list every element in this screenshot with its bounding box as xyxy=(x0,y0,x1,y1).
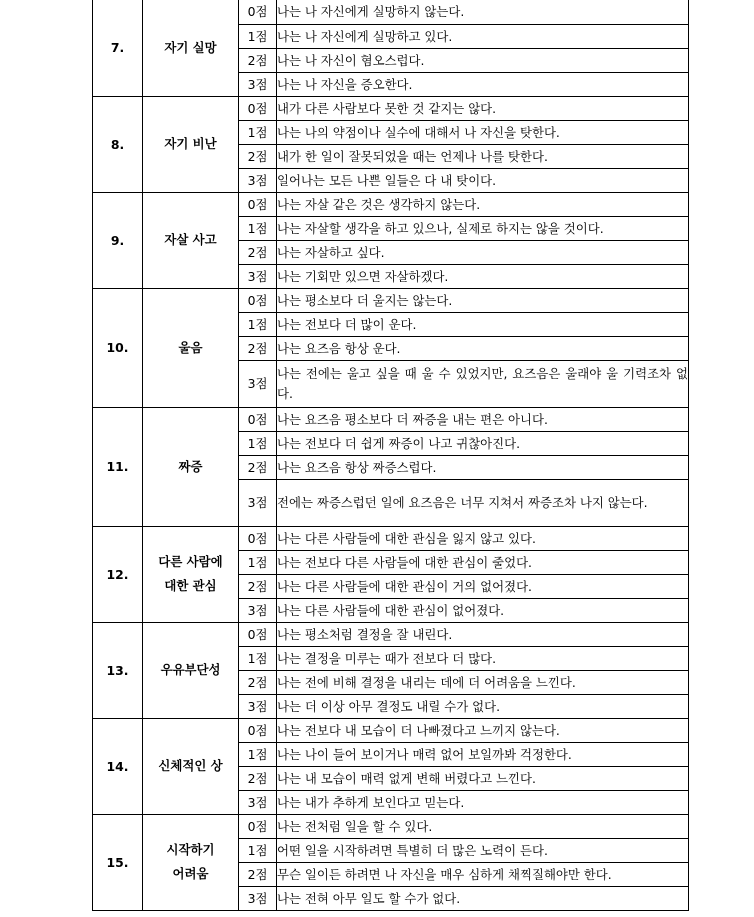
item-title xyxy=(143,718,239,814)
option-score: 3점 xyxy=(239,168,277,192)
item-number: 12. xyxy=(93,526,143,622)
option-text: 내가 다른 사람보다 못한 것 같지는 않다. xyxy=(277,96,689,120)
option-text: 나는 나 자신을 증오한다. xyxy=(277,72,689,96)
item-title xyxy=(143,622,239,718)
option-text: 나는 다른 사람들에 대한 관심을 잃지 않고 있다. xyxy=(277,526,689,550)
option-text: 나는 전보다 다른 사람들에 대한 관심이 줄었다. xyxy=(277,550,689,574)
option-text: 나는 전보다 내 모습이 더 나빠졌다고 느끼지 않는다. xyxy=(277,718,689,742)
option-score: 3점 xyxy=(239,264,277,288)
questionnaire-body xyxy=(93,0,689,910)
item-title-line: 자기 실망 xyxy=(164,39,217,55)
option-text: 전에는 짜증스럽던 일에 요즈음은 너무 지쳐서 짜증조차 나지 않는다. xyxy=(277,479,689,526)
questionnaire-sheet xyxy=(92,0,688,911)
option-score: 1점 xyxy=(239,120,277,144)
option-score: 1점 xyxy=(239,646,277,670)
option-score: 1점 xyxy=(239,838,277,862)
item-number: 9. xyxy=(93,192,143,288)
item-title-line: 어려움 xyxy=(172,866,209,881)
option-score: 0점 xyxy=(239,96,277,120)
option-text: 나는 전처럼 일을 할 수 있다. xyxy=(277,814,689,838)
option-text: 나는 내가 추하게 보인다고 믿는다. xyxy=(277,790,689,814)
item-title-line: 자기 비난 xyxy=(164,136,217,151)
option-score: 3점 xyxy=(239,360,277,407)
option-row xyxy=(93,192,689,216)
option-score: 1점 xyxy=(239,216,277,240)
option-text: 나는 내 모습이 매력 없게 변해 버렸다고 느낀다. xyxy=(277,766,689,790)
item-number: 8. xyxy=(93,96,143,192)
option-text: 어떤 일을 시작하려면 특별히 더 많은 노력이 든다. xyxy=(277,838,689,862)
item-number: 13. xyxy=(93,622,143,718)
item-title xyxy=(143,0,239,96)
item-title xyxy=(143,96,239,192)
option-score: 0점 xyxy=(239,814,277,838)
item-title-line: 시작하기 xyxy=(166,842,215,857)
option-score: 1점 xyxy=(239,24,277,48)
option-row xyxy=(93,622,689,646)
option-score: 3점 xyxy=(239,72,277,96)
option-score: 2점 xyxy=(239,240,277,264)
option-score: 2점 xyxy=(239,670,277,694)
option-text: 나는 전혀 아무 일도 할 수가 없다. xyxy=(277,886,689,910)
option-text: 내가 한 일이 잘못되었을 때는 언제나 나를 탓한다. xyxy=(277,144,689,168)
option-score: 2점 xyxy=(239,144,277,168)
option-score: 3점 xyxy=(239,598,277,622)
option-text: 무슨 일이든 하려면 나 자신을 매우 심하게 채찍질해야만 한다. xyxy=(277,862,689,886)
item-title xyxy=(143,526,239,622)
option-text: 나는 요즈음 평소보다 더 짜증을 내는 편은 아니다. xyxy=(277,407,689,431)
item-number: 10. xyxy=(93,288,143,407)
option-score: 1점 xyxy=(239,431,277,455)
option-score: 1점 xyxy=(239,742,277,766)
option-score: 3점 xyxy=(239,886,277,910)
option-row xyxy=(93,407,689,431)
item-number: 7. xyxy=(93,0,143,96)
option-score: 2점 xyxy=(239,766,277,790)
option-text: 나는 결정을 미루는 때가 전보다 더 많다. xyxy=(277,646,689,670)
option-score: 2점 xyxy=(239,574,277,598)
option-text: 일어나는 모든 나쁜 일들은 다 내 탓이다. xyxy=(277,168,689,192)
option-text: 나는 나 자신이 혐오스럽다. xyxy=(277,48,689,72)
option-score: 1점 xyxy=(239,550,277,574)
option-score: 0점 xyxy=(239,526,277,550)
item-title-line: 신체적인 상 xyxy=(158,758,223,773)
option-text: 나는 평소보다 더 울지는 않는다. xyxy=(277,288,689,312)
option-text: 나는 나 자신에게 실망하고 있다. xyxy=(277,24,689,48)
option-text: 나는 나의 약점이나 실수에 대해서 나 자신을 탓한다. xyxy=(277,120,689,144)
option-row xyxy=(93,526,689,550)
option-text: 나는 더 이상 아무 결정도 내릴 수가 없다. xyxy=(277,694,689,718)
option-text: 나는 나 자신에게 실망하지 않는다. xyxy=(277,0,689,24)
option-text: 나는 전에 비해 결정을 내리는 데에 더 어려움을 느낀다. xyxy=(277,670,689,694)
option-score: 2점 xyxy=(239,455,277,479)
option-text: 나는 자살할 생각을 하고 있으나, 실제로 하지는 않을 것이다. xyxy=(277,216,689,240)
option-text: 나는 평소처럼 결정을 잘 내린다. xyxy=(277,622,689,646)
option-score: 0점 xyxy=(239,622,277,646)
item-title xyxy=(143,407,239,526)
option-row xyxy=(93,96,689,120)
option-score: 2점 xyxy=(239,48,277,72)
item-title-line: 대한 관심 xyxy=(164,578,217,593)
option-score: 0점 xyxy=(239,0,277,24)
option-score: 0점 xyxy=(239,407,277,431)
item-number: 11. xyxy=(93,407,143,526)
option-text: 나는 자살하고 싶다. xyxy=(277,240,689,264)
option-score: 0점 xyxy=(239,192,277,216)
item-title-line: 다른 사람에 xyxy=(158,554,223,569)
option-score: 3점 xyxy=(239,790,277,814)
option-text: 나는 요즈음 항상 짜증스럽다. xyxy=(277,455,689,479)
option-score: 1점 xyxy=(239,312,277,336)
option-score: 0점 xyxy=(239,718,277,742)
item-number: 15. xyxy=(93,814,143,910)
option-score: 3점 xyxy=(239,694,277,718)
item-title-line: 우유부단성 xyxy=(160,662,221,677)
item-title-line: 짜증 xyxy=(178,458,203,474)
item-title-line: 자살 사고 xyxy=(164,232,217,247)
option-text: 나는 기회만 있으면 자살하겠다. xyxy=(277,264,689,288)
item-title xyxy=(143,814,239,910)
option-text: 나는 전에는 울고 싶을 때 울 수 있었지만, 요즈음은 울래야 울 기력조차 없다. xyxy=(277,360,689,407)
option-text: 나는 다른 사람들에 대한 관심이 없어졌다. xyxy=(277,598,689,622)
option-score: 3점 xyxy=(239,479,277,526)
option-score: 2점 xyxy=(239,862,277,886)
option-text: 나는 전보다 더 많이 운다. xyxy=(277,312,689,336)
option-row xyxy=(93,0,689,24)
option-score: 2점 xyxy=(239,336,277,360)
option-text: 나는 요즈음 항상 운다. xyxy=(277,336,689,360)
item-title xyxy=(143,288,239,407)
option-row xyxy=(93,814,689,838)
option-text: 나는 자살 같은 것은 생각하지 않는다. xyxy=(277,192,689,216)
item-title xyxy=(143,192,239,288)
option-text: 나는 나이 들어 보이거나 매력 없어 보일까봐 걱정한다. xyxy=(277,742,689,766)
depression-inventory-table xyxy=(92,0,689,911)
option-row xyxy=(93,288,689,312)
item-number: 14. xyxy=(93,718,143,814)
option-text: 나는 다른 사람들에 대한 관심이 거의 없어졌다. xyxy=(277,574,689,598)
item-title-line: 울음 xyxy=(178,339,203,355)
option-score: 0점 xyxy=(239,288,277,312)
option-row xyxy=(93,718,689,742)
option-text: 나는 전보다 더 쉽게 짜증이 나고 귀찮아진다. xyxy=(277,431,689,455)
